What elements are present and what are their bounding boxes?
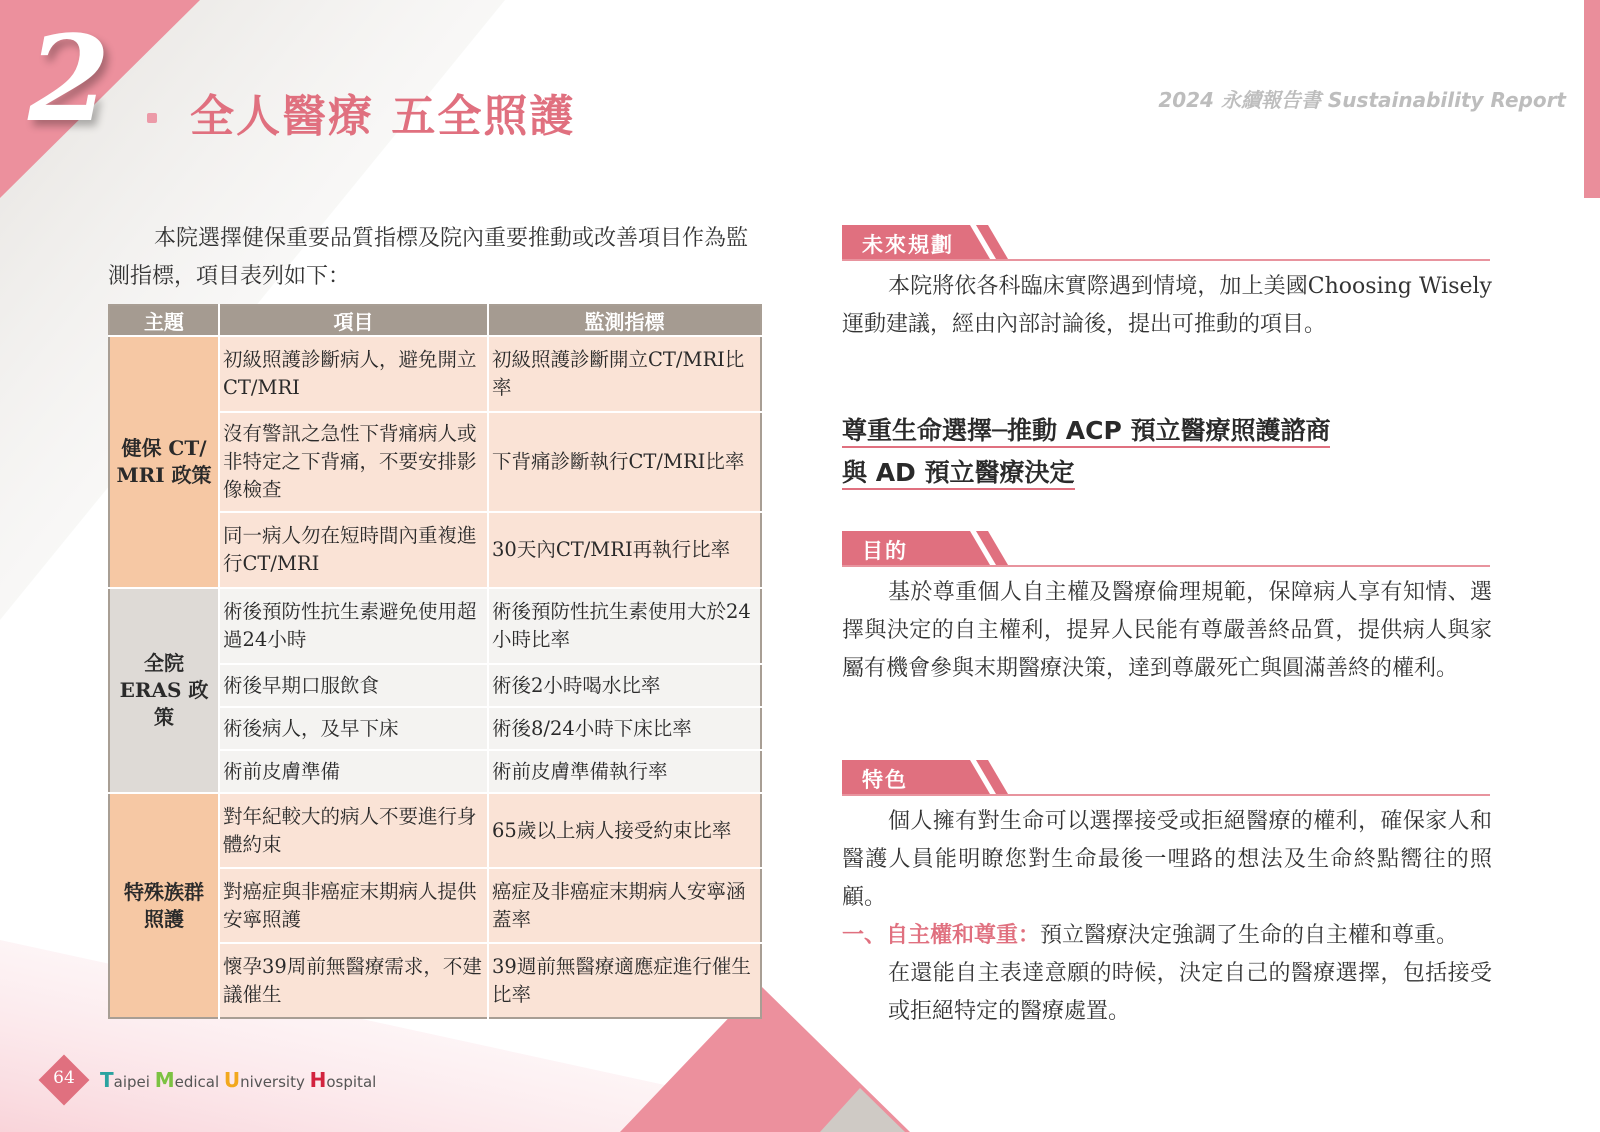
indicator-cell: 術後2小時喝水比率 bbox=[488, 664, 761, 707]
brand-word-taipei bbox=[100, 1068, 155, 1092]
item-cell: 對年紀較大的病人不要進行身體約束 bbox=[219, 793, 488, 868]
item-cell: 術後早期口服飲食 bbox=[219, 664, 488, 707]
brand-cap: H bbox=[309, 1068, 327, 1092]
page-number: 64 bbox=[53, 1068, 75, 1088]
table-row bbox=[109, 588, 761, 664]
chapter-title: 全人醫療 五全照護 bbox=[190, 91, 576, 142]
section-label: 未來規劃 bbox=[862, 233, 954, 257]
side-tab bbox=[1584, 0, 1600, 198]
chapter-number: 2 bbox=[28, 9, 111, 148]
hospital-brand bbox=[100, 1068, 376, 1092]
acp-heading-line-2: 與 AD 預立醫療決定 bbox=[842, 458, 1075, 490]
item-cell: 懷孕39周前無醫療需求，不建議催生 bbox=[219, 943, 488, 1018]
item-cell: 術後預防性抗生素避免使用超過24小時 bbox=[219, 588, 488, 664]
item-cell: 同一病人勿在短時間內重複進行CT/MRI bbox=[219, 512, 488, 588]
indicator-cell: 術後8/24小時下床比率 bbox=[488, 707, 761, 750]
future-plan-text-1: 本院將依各科臨床實際遇到情境，加上美國 bbox=[888, 274, 1308, 299]
brand-word-university bbox=[223, 1068, 310, 1092]
indicator-cell: 術前皮膚準備執行率 bbox=[488, 750, 761, 793]
purpose-body bbox=[842, 574, 1492, 688]
section-tag-shape bbox=[842, 760, 1490, 798]
brand-rest: edical bbox=[174, 1073, 224, 1091]
topic-cell-special-groups: 特殊族群 照護 bbox=[109, 793, 219, 1018]
brand-cap: T bbox=[100, 1068, 114, 1092]
section-tag-purpose bbox=[842, 531, 1490, 569]
feature-text: 個人擁有對生命可以選擇接受或拒絕醫療的權利，確保家人和醫護人員能明瞭您對生命最後一哩路的想法及生命終點嚮往的照顧。 bbox=[842, 809, 1492, 910]
future-plan-text-en: Choosing Wisely bbox=[1307, 274, 1492, 299]
indicator-cell: 初級照護診斷開立CT/MRI比率 bbox=[488, 336, 761, 412]
feature-body bbox=[842, 803, 1492, 1031]
future-plan-text-2: 運動建議，經由內部討論後，提出可推動的項目。 bbox=[842, 312, 1327, 337]
brand-cap: M bbox=[154, 1068, 175, 1092]
intro-paragraph: 本院選擇健保重要品質指標及院內重要推動或改善項目作為監測指標，項目表列如下： bbox=[108, 226, 749, 289]
item-cell: 對癌症與非癌症末期病人提供安寧照護 bbox=[219, 868, 488, 943]
section-label: 目的 bbox=[862, 539, 908, 563]
indicator-cell: 癌症及非癌症末期病人安寧涵蓋率 bbox=[488, 868, 761, 943]
brand-cap: U bbox=[223, 1068, 241, 1092]
indicator-cell: 下背痛診斷執行CT/MRI比率 bbox=[488, 412, 761, 512]
feature-point-1 bbox=[842, 917, 1492, 955]
brand-word-hospital bbox=[309, 1068, 377, 1092]
topic-cell-nhi-ct-mri: 健保 CT/ MRI 政策 bbox=[109, 336, 219, 588]
section-label: 特色 bbox=[862, 768, 908, 792]
item-cell: 初級照護診斷病人，避免開立CT/MRI bbox=[219, 336, 488, 412]
chapter-dot bbox=[147, 113, 157, 123]
header-item: 項目 bbox=[219, 305, 488, 336]
topic-cell-eras: 全院 ERAS 政策 bbox=[109, 588, 219, 793]
future-plan-body bbox=[842, 268, 1492, 344]
brand-rest: aipei bbox=[113, 1073, 155, 1091]
section-tag-feature bbox=[842, 760, 1490, 798]
acp-heading-line-1: 尊重生命選擇─推動 ACP 預立醫療照護諮商 bbox=[842, 416, 1330, 448]
brand-rest: niversity bbox=[240, 1073, 310, 1091]
brand-rest: ospital bbox=[326, 1073, 377, 1091]
table-header-row bbox=[109, 305, 761, 336]
monitoring-indicator-table bbox=[108, 304, 762, 1019]
feature-point-marker: 一、自主權和尊重： bbox=[842, 923, 1041, 948]
item-cell: 術前皮膚準備 bbox=[219, 750, 488, 793]
item-cell: 沒有警訊之急性下背痛病人或非特定之下背痛，不要安排影像檢查 bbox=[219, 412, 488, 512]
section-tag-shape bbox=[842, 531, 1490, 569]
item-cell: 術後病人，及早下床 bbox=[219, 707, 488, 750]
table-row bbox=[109, 336, 761, 412]
brand-word-medical bbox=[154, 1068, 224, 1092]
acp-section-heading bbox=[842, 410, 1330, 494]
purpose-text: 基於尊重個人自主權及醫療倫理規範，保障病人享有知情、選擇與決定的自主權利，提昇人民能有尊嚴善終品質，提供病人與家屬有機會參與末期醫療決策，達到尊嚴死亡與圓滿善終的權利。 bbox=[842, 580, 1492, 681]
table-row bbox=[109, 793, 761, 868]
report-title: 2024 永續報告書 Sustainability Report bbox=[1158, 88, 1566, 112]
indicator-cell: 30天內CT/MRI再執行比率 bbox=[488, 512, 761, 588]
feature-point-continued: 在還能自主表達意願的時候，決定自己的醫療選擇，包括接受或拒絕特定的醫療處置。 bbox=[888, 961, 1492, 1024]
indicator-cell: 65歲以上病人接受約束比率 bbox=[488, 793, 761, 868]
header-topic: 主題 bbox=[109, 305, 219, 336]
feature-point-text: 預立醫療決定強調了生命的自主權和尊重。 bbox=[1040, 923, 1459, 948]
header-indicator: 監測指標 bbox=[488, 305, 761, 336]
section-tag-future-plan bbox=[842, 225, 1490, 263]
indicator-cell: 術後預防性抗生素使用大於24小時比率 bbox=[488, 588, 761, 664]
indicator-cell: 39週前無醫療適應症進行催生比率 bbox=[488, 943, 761, 1018]
